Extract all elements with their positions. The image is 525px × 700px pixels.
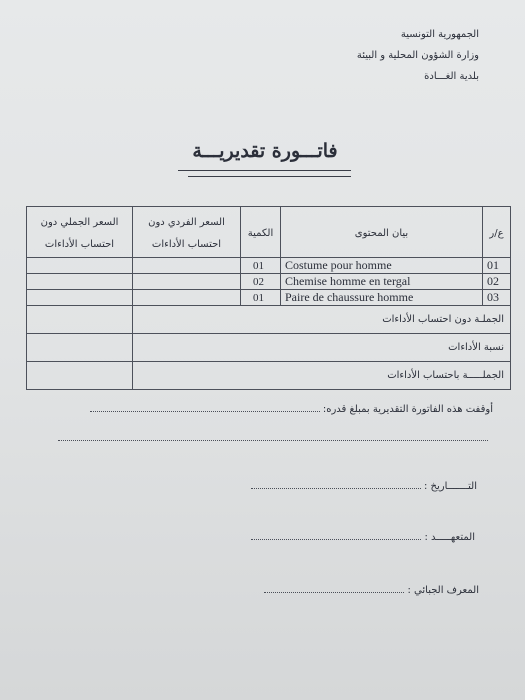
supplier-field[interactable] <box>251 531 421 540</box>
unit-price-cell <box>133 274 241 290</box>
col-total-price-line2: احتساب الأداءات <box>44 239 115 250</box>
total-row <box>27 362 511 390</box>
fiscal-id-label: المعرف الجبائي : <box>407 585 479 596</box>
unit-price-cell <box>133 290 241 306</box>
col-number: ع/ر <box>483 207 511 258</box>
col-description: بيان المحتوى <box>281 207 483 258</box>
title-underline <box>178 170 351 171</box>
quantity-cell: 01 <box>241 290 281 306</box>
description-cell: Costume pour homme <box>281 258 483 274</box>
amount-line <box>90 403 493 415</box>
description-cell: Paire de chaussure homme <box>281 290 483 306</box>
quantity-cell: 01 <box>241 258 281 274</box>
date-line <box>251 480 477 492</box>
date-field[interactable] <box>251 480 421 489</box>
subtotal-row <box>27 306 511 334</box>
amount-label: أوقفت هذه الفاتورة التقديرية بمبلغ قدره: <box>322 404 493 415</box>
total-label: الجملـــــة باحتساب الأداءات <box>133 362 511 390</box>
quantity-cell: 02 <box>241 274 281 290</box>
tax-rate-row <box>27 334 511 362</box>
supplier-line <box>251 531 475 543</box>
table-row <box>27 290 511 306</box>
ministry-name: وزارة الشؤون المحلية و البيئة <box>356 50 479 61</box>
col-unit-price-line2: احتساب الأداءات <box>151 239 222 250</box>
number-cell: 02 <box>483 274 511 290</box>
total-value <box>27 362 133 390</box>
table-row <box>27 258 511 274</box>
col-total-price-line1: السعر الجملي دون <box>40 217 119 228</box>
fiscal-id-field[interactable] <box>264 584 404 593</box>
table-row <box>27 274 511 290</box>
col-unit-price-line1: السعر الفردي دون <box>148 217 225 228</box>
number-cell: 03 <box>483 290 511 306</box>
number-cell: 01 <box>483 258 511 274</box>
col-quantity: الكمية <box>241 207 281 258</box>
col-total-price <box>27 207 133 258</box>
description-cell: Chemise homme en tergal <box>281 274 483 290</box>
subtotal-label: الجملـة دون احتساب الأداءات <box>133 306 511 334</box>
invoice-table <box>26 206 511 390</box>
supplier-label: المتعهـــــد : <box>424 532 475 543</box>
amount-field[interactable] <box>90 403 320 412</box>
date-label: التـــــــاريخ : <box>423 481 477 492</box>
document-title: فاتـــورة تقديريـــة <box>192 140 338 162</box>
col-unit-price <box>133 207 241 258</box>
issuer-header <box>357 24 479 87</box>
fiscal-id-line <box>264 584 479 596</box>
subtotal-value <box>27 306 133 334</box>
total-price-cell <box>27 290 133 306</box>
amount-field-continued[interactable] <box>58 432 488 441</box>
municipality-name: بلدية الغـــادة <box>424 71 479 82</box>
republic-name: الجمهورية التونسية <box>400 29 479 40</box>
table-header-row <box>27 207 511 258</box>
total-price-cell <box>27 274 133 290</box>
total-price-cell <box>27 258 133 274</box>
tax-rate-label: نسبة الأداءات <box>133 334 511 362</box>
title-underline-2 <box>188 176 351 177</box>
amount-continuation <box>58 432 488 444</box>
unit-price-cell <box>133 258 241 274</box>
tax-rate-value <box>27 334 133 362</box>
